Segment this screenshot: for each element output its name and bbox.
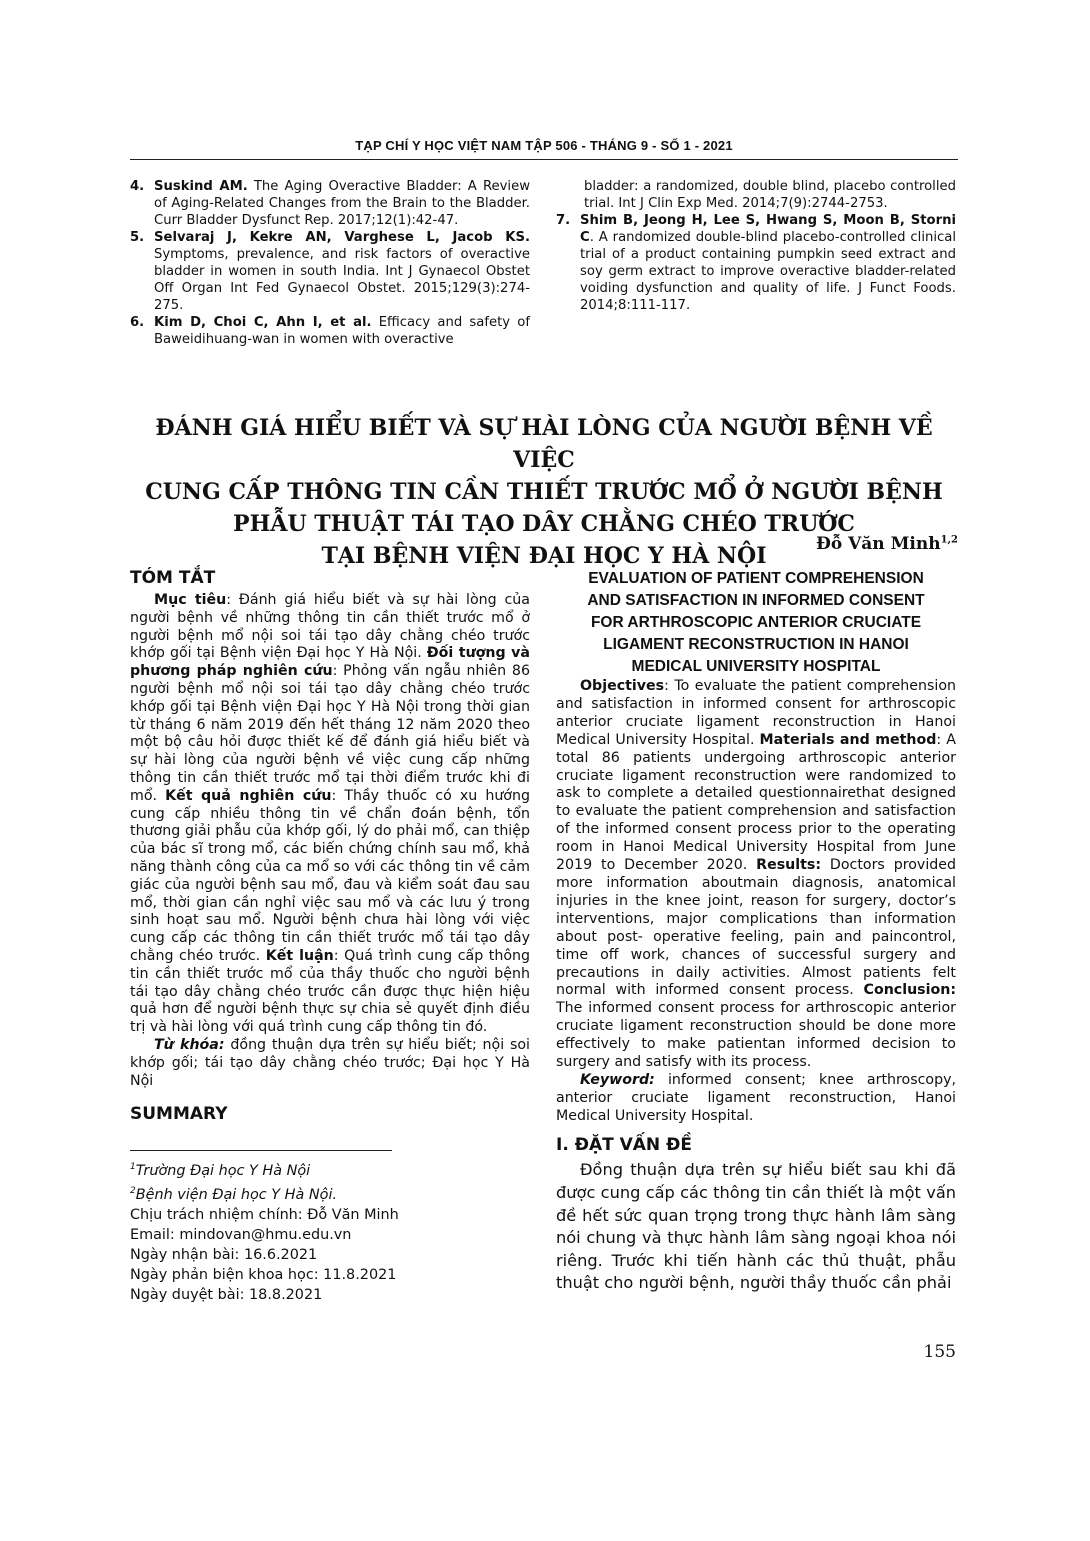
title-line: PHẪU THUẬT TÁI TẠO DÂY CHẰNG CHÉO TRƯỚC [233, 511, 855, 537]
abstract-vi-text: Mục tiêu: Đánh giá hiểu biết và sự hài lòng của người bệnh về những thông tin cần thiết trước mổ ở người bệnh mổ nội soi tái tạo dây chằng chéo trước khớp gối tại Bệnh viện Đại học Y Hà Nội. Đối tượng và phương pháp nghiên cứu: Phỏng vấn ngẫu nhiên 86 người bệnh mổ nội soi tái tạo dây chằng chéo trước khớp gối tại Bệnh viện Đại học Y Hà Nội trong thời gian từ tháng 6 năm 2019 đến hết tháng 12 năm 2020 theo một bộ câu hỏi được thiết kế để đánh giá hiểu biết và sự hài lòng của người bệnh về việc cung cấp những thông tin cần thiết trước mổ tại thời điểm trước khi đi mổ. Kết quả nghiên cứu: Thầy thuốc có xu hướng cung cấp nhiều thông tin về chẩn đoán bệnh, tổn thương giải phẫu của khớp gối, lý do phải mổ, can thiệp của bác sĩ trong mổ, các biến chứng chính sau mổ, khả năng thành công của ca mổ so với các thông tin về cảm giác của người bệnh sau mổ, đau và kiểm soát đau sau mổ, thời gian cần nghỉ việc sau mổ và các lưu ý trong sinh hoạt sau mổ. Người bệnh chưa hài lòng với việc cung cấp các thông tin cần thiết trước mổ tái tạo dây chằng chéo trước. Kết luận: Quá trình cung cấp thông tin cần thiết trước mổ của thầy thuốc cho người bệnh tái tạo dây chằng chéo trước cần được thực hiện hiệu quả hơn để người bệnh thực sự chia sẻ quyết định điều trị và hài lòng với quá trình cung cấp thông tin đó. [130, 592, 531, 1036]
reference-number: 6. [130, 315, 145, 330]
reference-text: The Aging Overactive Bladder: A Review of Aging-Related Changes from the Brain to the Bladder. Curr Bladder Dysfunct Rep. 2017;12(1):42-47. [154, 179, 530, 228]
page-number: 155 [923, 1342, 956, 1362]
affiliation-1: $^1$Trường Đại học Y Hà Nội [130, 1162, 311, 1180]
right-text-column [556, 568, 956, 1295]
en-title-line: LIGAMENT RECONSTRUCTION IN HANOI [603, 636, 909, 653]
responsible-author: Chịu trách nhiệm chính: Đỗ Văn Minh [130, 1206, 399, 1223]
reference-authors: Shim B, Jeong H, Lee S, Hwang S, Moon B, Storni C [580, 213, 956, 245]
author-affiliation-sup: 1,2 [940, 534, 958, 546]
author-name: Đỗ Văn Minh$^{1,2}$ [815, 534, 958, 554]
reference-number: 5. [130, 230, 145, 245]
en-title-line: FOR ARTHROSCOPIC ANTERIOR CRUCIATE [590, 614, 922, 631]
intro-text: Đồng thuận dựa trên sự hiểu biết sau khi đã được cung cấp các thông tin cần thiết là một vấn đề hết sức quan trọng trong thực hành lâm sàng nói chung và thực hành lâm sàng ngoại khoa nói riêng. Trước khi tiến hành các thủ thuật, phẫu thuật cho người bệnh, người thầy thuốc cần phải [556, 1160, 956, 1293]
abstract-en-keywords: Keyword: informed consent; knee arthroscopy, anterior cruciate ligament reconstruction, Hanoi Medical University Hospital. [556, 1071, 956, 1124]
title-line: TẠI BỆNH VIỆN ĐẠI HỌC Y HÀ NỘI [321, 543, 767, 569]
reference-item [130, 314, 530, 348]
abstract-en-text: Objectives: To evaluate the patient comprehension and satisfaction in informed consent for arthroscopic anterior cruciate ligament reconstruction in Hanoi Medical University Hospital. Materials and method: A total 86 patients undergoing arthroscopic anterior cruciate ligament reconstruction were randomized to ask to complete a detailed questionnairethat designed to evaluate the patient comprehension and satisfaction of the informed consent process prior to the operating room in Hanoi Medical University Hospital from June 2019 to December 2020. Results: Doctors provided more information aboutmain diagnosis, anatomical injuries in the knee joint, reason for surgery, doctor’s interventions, major complications than information about post- operative feeling, pain and paincontrol, time off work, chances of successful surgery and precautions in daily activities. Almost patients felt normal with informed consent process. Conclusion: The informed consent process for arthroscopic anterior cruciate ligament reconstruction should be done more effectively to make patientan informed decision to surgery and satisfy with its process. [556, 678, 956, 1071]
date-accepted: Ngày duyệt bài: 18.8.2021 [130, 1286, 323, 1303]
reference-authors: Kim D, Choi C, Ahn I, et al. [154, 315, 372, 330]
reference-item [556, 212, 956, 314]
references-left-column [130, 178, 530, 348]
reference-authors: Selvaraj J, Kekre AN, Varghese L, Jacob KS. [154, 230, 530, 245]
abstract-vi-heading: TÓM TẮT [130, 568, 216, 588]
title-line: ĐÁNH GIÁ HIỂU BIẾT VÀ SỰ HÀI LÒNG CỦA NGƯỜI BỆNH VỀ VIỆC [155, 415, 933, 473]
reference-number: 4. [130, 179, 145, 194]
left-text-column [130, 568, 530, 1305]
references-right-column [556, 178, 956, 314]
title-line: CUNG CẤP THÔNG TIN CẦN THIẾT TRƯỚC MỔ Ở NGƯỜI BỆNH [145, 479, 943, 505]
author-email: Email: mindovan@hmu.edu.vn [130, 1226, 352, 1243]
reference-item [130, 178, 530, 229]
date-reviewed: Ngày phản biện khoa học: 11.8.2021 [130, 1266, 397, 1283]
abstract-en-title [556, 568, 956, 678]
reference-number: 7. [556, 213, 571, 228]
summary-heading: SUMMARY [130, 1104, 228, 1125]
date-received: Ngày nhận bài: 16.6.2021 [130, 1246, 318, 1263]
reference-authors: Suskind AM. [154, 179, 248, 194]
reference-item [130, 229, 530, 314]
en-title-line: EVALUATION OF PATIENT COMPREHENSION [588, 570, 924, 587]
reference-continuation: bladder: a randomized, double blind, placebo controlled trial. Int J Clin Exp Med. 2014;7(9):2744-2753. [584, 179, 956, 211]
footnote-divider [130, 1150, 392, 1151]
reference-text: Symptoms, prevalence, and risk factors of overactive bladder in women in south India. Int J Gynaecol Obstet Off Organ Int Fed Gynaecol Obstet. 2015;129(3):274-275. [154, 247, 530, 313]
abstract-vi-keywords: Từ khóa: đồng thuận dựa trên sự hiểu biết; nội soi khớp gối; tái tạo dây chằng chéo trước; Đại học Y Hà Nội [130, 1036, 531, 1089]
reference-text: . A randomized double-blind placebo-controlled clinical trial of a product containing pumpkin seed extract and soy germ extract to improve overactive bladder-related voiding dysfunction and quality of life. J Funct Foods. 2014;8:111-117. [580, 230, 956, 313]
en-title-line: AND SATISFACTION IN INFORMED CONSENT [587, 592, 925, 609]
running-header: TẠP CHÍ Y HỌC VIỆT NAM TẬP 506 - THÁNG 9 - SỐ 1 - 2021 [130, 138, 958, 160]
affiliation-2: $^2$Bệnh viện Đại học Y Hà Nội. [130, 1186, 338, 1203]
en-title-line: MEDICAL UNIVERSITY HOSPITAL [631, 658, 881, 675]
intro-heading: I. ĐẶT VẤN ĐỀ [556, 1135, 692, 1156]
reference-text: Efficacy and safety of Baweidihuang-wan in women with overactive [154, 315, 530, 347]
